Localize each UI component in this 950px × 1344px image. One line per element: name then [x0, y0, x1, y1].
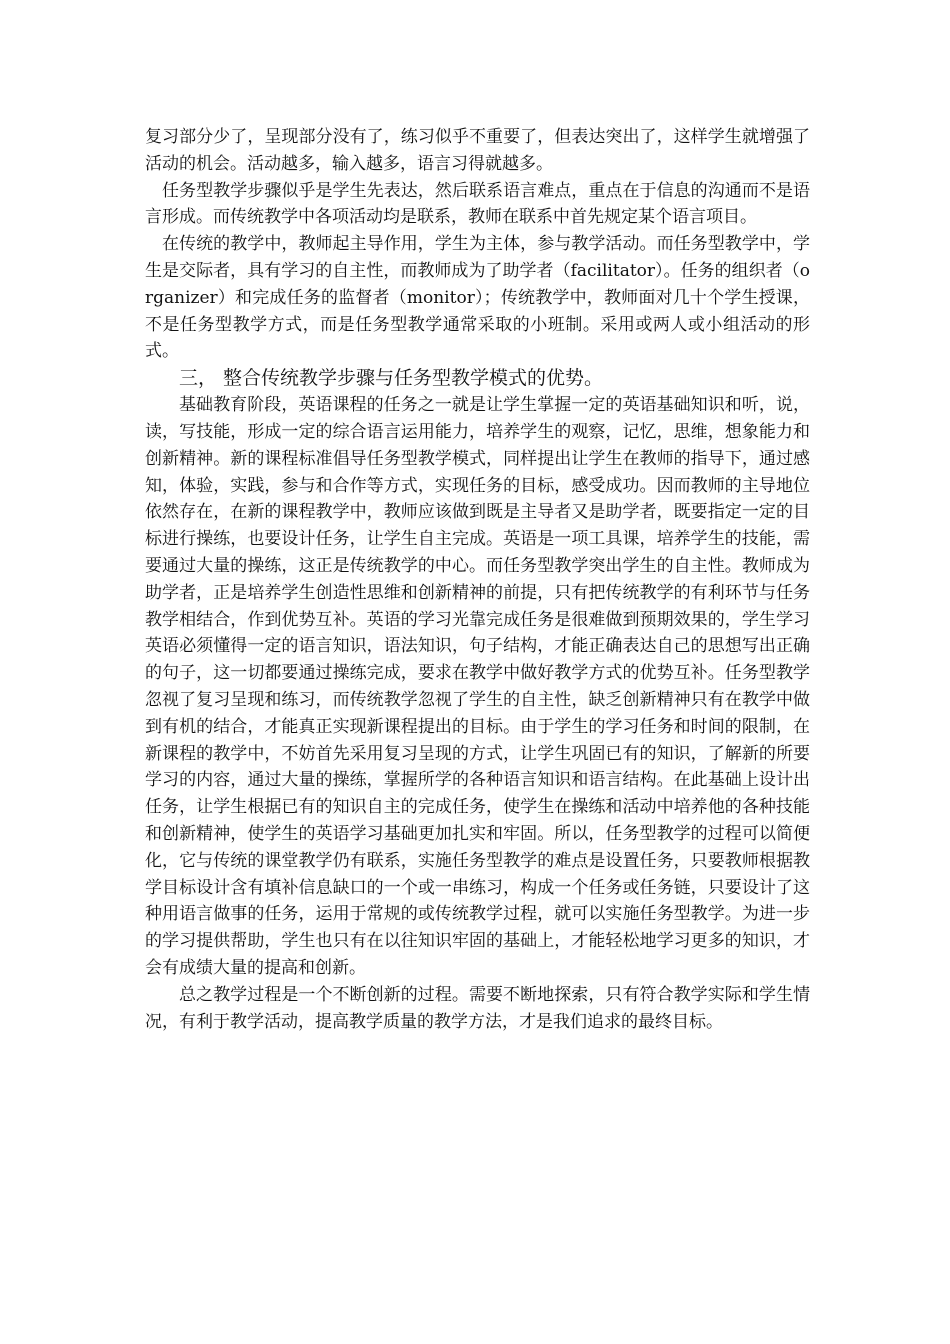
- paragraph-integration: 基础教育阶段，英语课程的任务之一就是让学生掌握一定的英语基础知识和听，说，读，写技能，形成一定的综合语言运用能力，培养学生的观察，记忆，思维，想象能力和创新精神。新的课程标准倡导任务型教学模式，同样提出让学生在教师的指导下，通过感知，体验，实践，参与和合作等方式，实现任务的目标，感受成功。因而教师的主导地位依然存在，在新的课程教学中，教师应该做到既是主导者又是助学者，既要指定一定的目标进行操练，也要设计任务，让学生自主完成。英语是一项工具课，培养学生的技能，需要通过大量的操练，这正是传统教学的中心。而任务型教学突出学生的自主性。教师成为助学者，正是培养学生创造性思维和创新精神的前提，只有把传统教学的有利环节与任务教学相结合，作到优势互补。英语的学习光靠完成任务是很难做到预期效果的，学生学习英语必须懂得一定的语言知识，语法知识，句子结构，才能正确表达自己的思想写出正确的句子，这一切都要通过操练完成，要求在教学中做好教学方式的优势互补。任务型教学忽视了复习呈现和练习，而传统教学忽视了学生的自主性，缺乏创新精神只有在教学中做到有机的结合，才能真正实现新课程提出的目标。由于学生的学习任务和时间的限制，在新课程的教学中，不妨首先采用复习呈现的方式，让学生巩固已有的知识，了解新的所要学习的内容，通过大量的操练，掌握所学的各种语言知识和语言结构。在此基础上设计出任务，让学生根据已有的知识自主的完成任务，使学生在操练和活动中培养他的各种技能和创新精神，使学生的英语学习基础更加扎实和牢固。所以，任务型教学的过程可以简便化，它与传统的课堂教学仍有联系，实施任务型教学的难点是设置任务，只要教师根据教学目标设计含有填补信息缺口的一个或一串练习，构成一个任务或任务链，只要设计了这种用语言做事的任务，运用于常规的或传统教学过程，就可以实施任务型教学。为进一步的学习提供帮助，学生也只有在以往知识牢固的基础上，才能轻松地学习更多的知识，才会有成绩大量的提高和创新。: [145, 395, 810, 978]
- paragraph-conclusion: 总之教学过程是一个不断创新的过程。需要不断地探索，只有符合教学实际和学生情况，有利于教学活动，提高教学质量的教学方法，才是我们追求的最终目标。: [145, 984, 810, 1032]
- paragraph-review-presentation: 复习部分少了，呈现部分没有了，练习似乎不重要了，但表达突出了，这样学生就增强了活动的机会。活动越多，输入越多，语言习得就越多。: [145, 127, 810, 174]
- document-body: [145, 124, 810, 1035]
- section-heading: 三， 整合传统教学步骤与任务型教学模式的优势。: [179, 367, 604, 390]
- paragraph-task-steps: 任务型教学步骤似乎是学生先表达，然后联系语言难点，重点在于信息的沟通而不是语言形成。而传统教学中各项活动均是联系，教师在联系中首先规定某个语言项目。: [145, 180, 810, 228]
- paragraph-teacher-role: 在传统的教学中，教师起主导作用，学生为主体，参与教学活动。而任务型教学中，学生是交际者，具有学习的自主性，而教师成为了助学者（facilitator）。任务的组织者（organizer）和完成任务的监督者（monitor）；传统教学中，教师面对几十个学生授课，不是任务型教学方式，而是任务型教学通常采取的小班制。采用或两人或小组活动的形式。: [145, 234, 810, 362]
